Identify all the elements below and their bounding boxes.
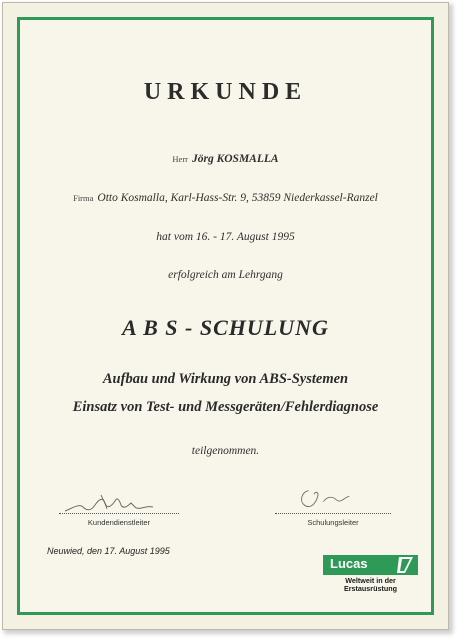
course-topic-2: Einsatz von Test- und Messgeräten/Fehlerdiagnose — [72, 399, 379, 415]
signature-label-left: Kundendienstleiter — [87, 518, 151, 527]
signature-right — [293, 485, 363, 511]
lucas-logo — [323, 555, 418, 601]
course-title: A B S - SCHULUNG — [122, 315, 329, 340]
certificate-sheet — [2, 2, 449, 630]
recipient-prefix: Herr — [172, 154, 188, 164]
signature-line-left — [59, 513, 179, 514]
certificate-title: URKUNDE — [143, 79, 308, 105]
lucas-tagline-2: Erstausrüstung — [343, 584, 398, 593]
signature-label-right: Schulungsleiter — [307, 518, 359, 527]
course-topic-1: Aufbau und Wirkung von ABS-Systemen — [102, 371, 349, 387]
signature-left — [61, 489, 161, 515]
success-line: erfolgreich am Lehrgang — [168, 269, 283, 281]
lucas-brand: Lucas — [330, 556, 368, 571]
company-line — [3, 192, 448, 204]
lucas-tagline-1: Weltweit in der — [345, 576, 396, 585]
company-prefix: Firma — [73, 193, 94, 203]
recipient-line — [3, 153, 448, 165]
company-address: Otto Kosmalla, Karl-Hass-Str. 9, 53859 Niederkassel-Ranzel — [97, 192, 378, 204]
signature-line-right — [275, 513, 391, 514]
place-and-date: Neuwied, den 17. August 1995 — [47, 546, 170, 556]
recipient-name: Jörg KOSMALLA — [191, 153, 279, 165]
participated-text: teilgenommen. — [191, 445, 260, 457]
date-range: hat vom 16. - 17. August 1995 — [156, 231, 295, 243]
lucas-tagline — [323, 577, 418, 593]
